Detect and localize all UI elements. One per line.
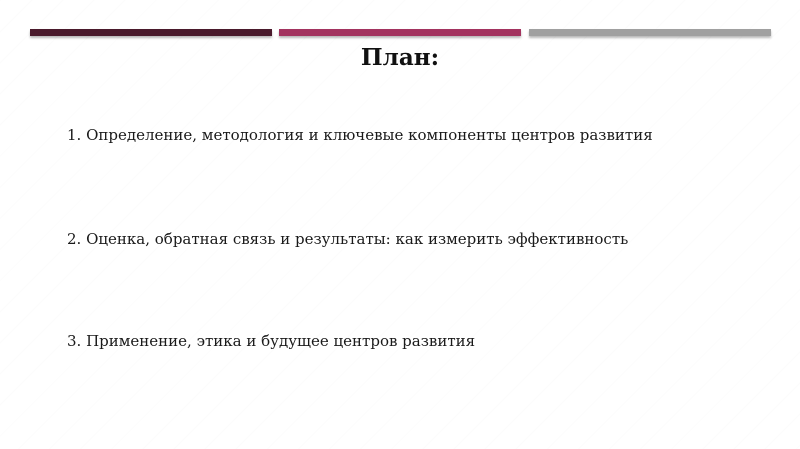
accent-bar-dark bbox=[30, 29, 272, 36]
accent-bar-magenta bbox=[279, 29, 521, 36]
accent-bar-gray bbox=[529, 29, 771, 36]
agenda-item-1: 1. Определение, методология и ключевые компоненты центров развития bbox=[67, 126, 653, 144]
decorative-bars bbox=[30, 29, 771, 37]
agenda-item-2: 2. Оценка, обратная связь и результаты: как измерить эффективность bbox=[67, 230, 629, 248]
slide-title: План: bbox=[360, 44, 440, 71]
agenda-item-3: 3. Применение, этика и будущее центров развития bbox=[67, 332, 476, 350]
